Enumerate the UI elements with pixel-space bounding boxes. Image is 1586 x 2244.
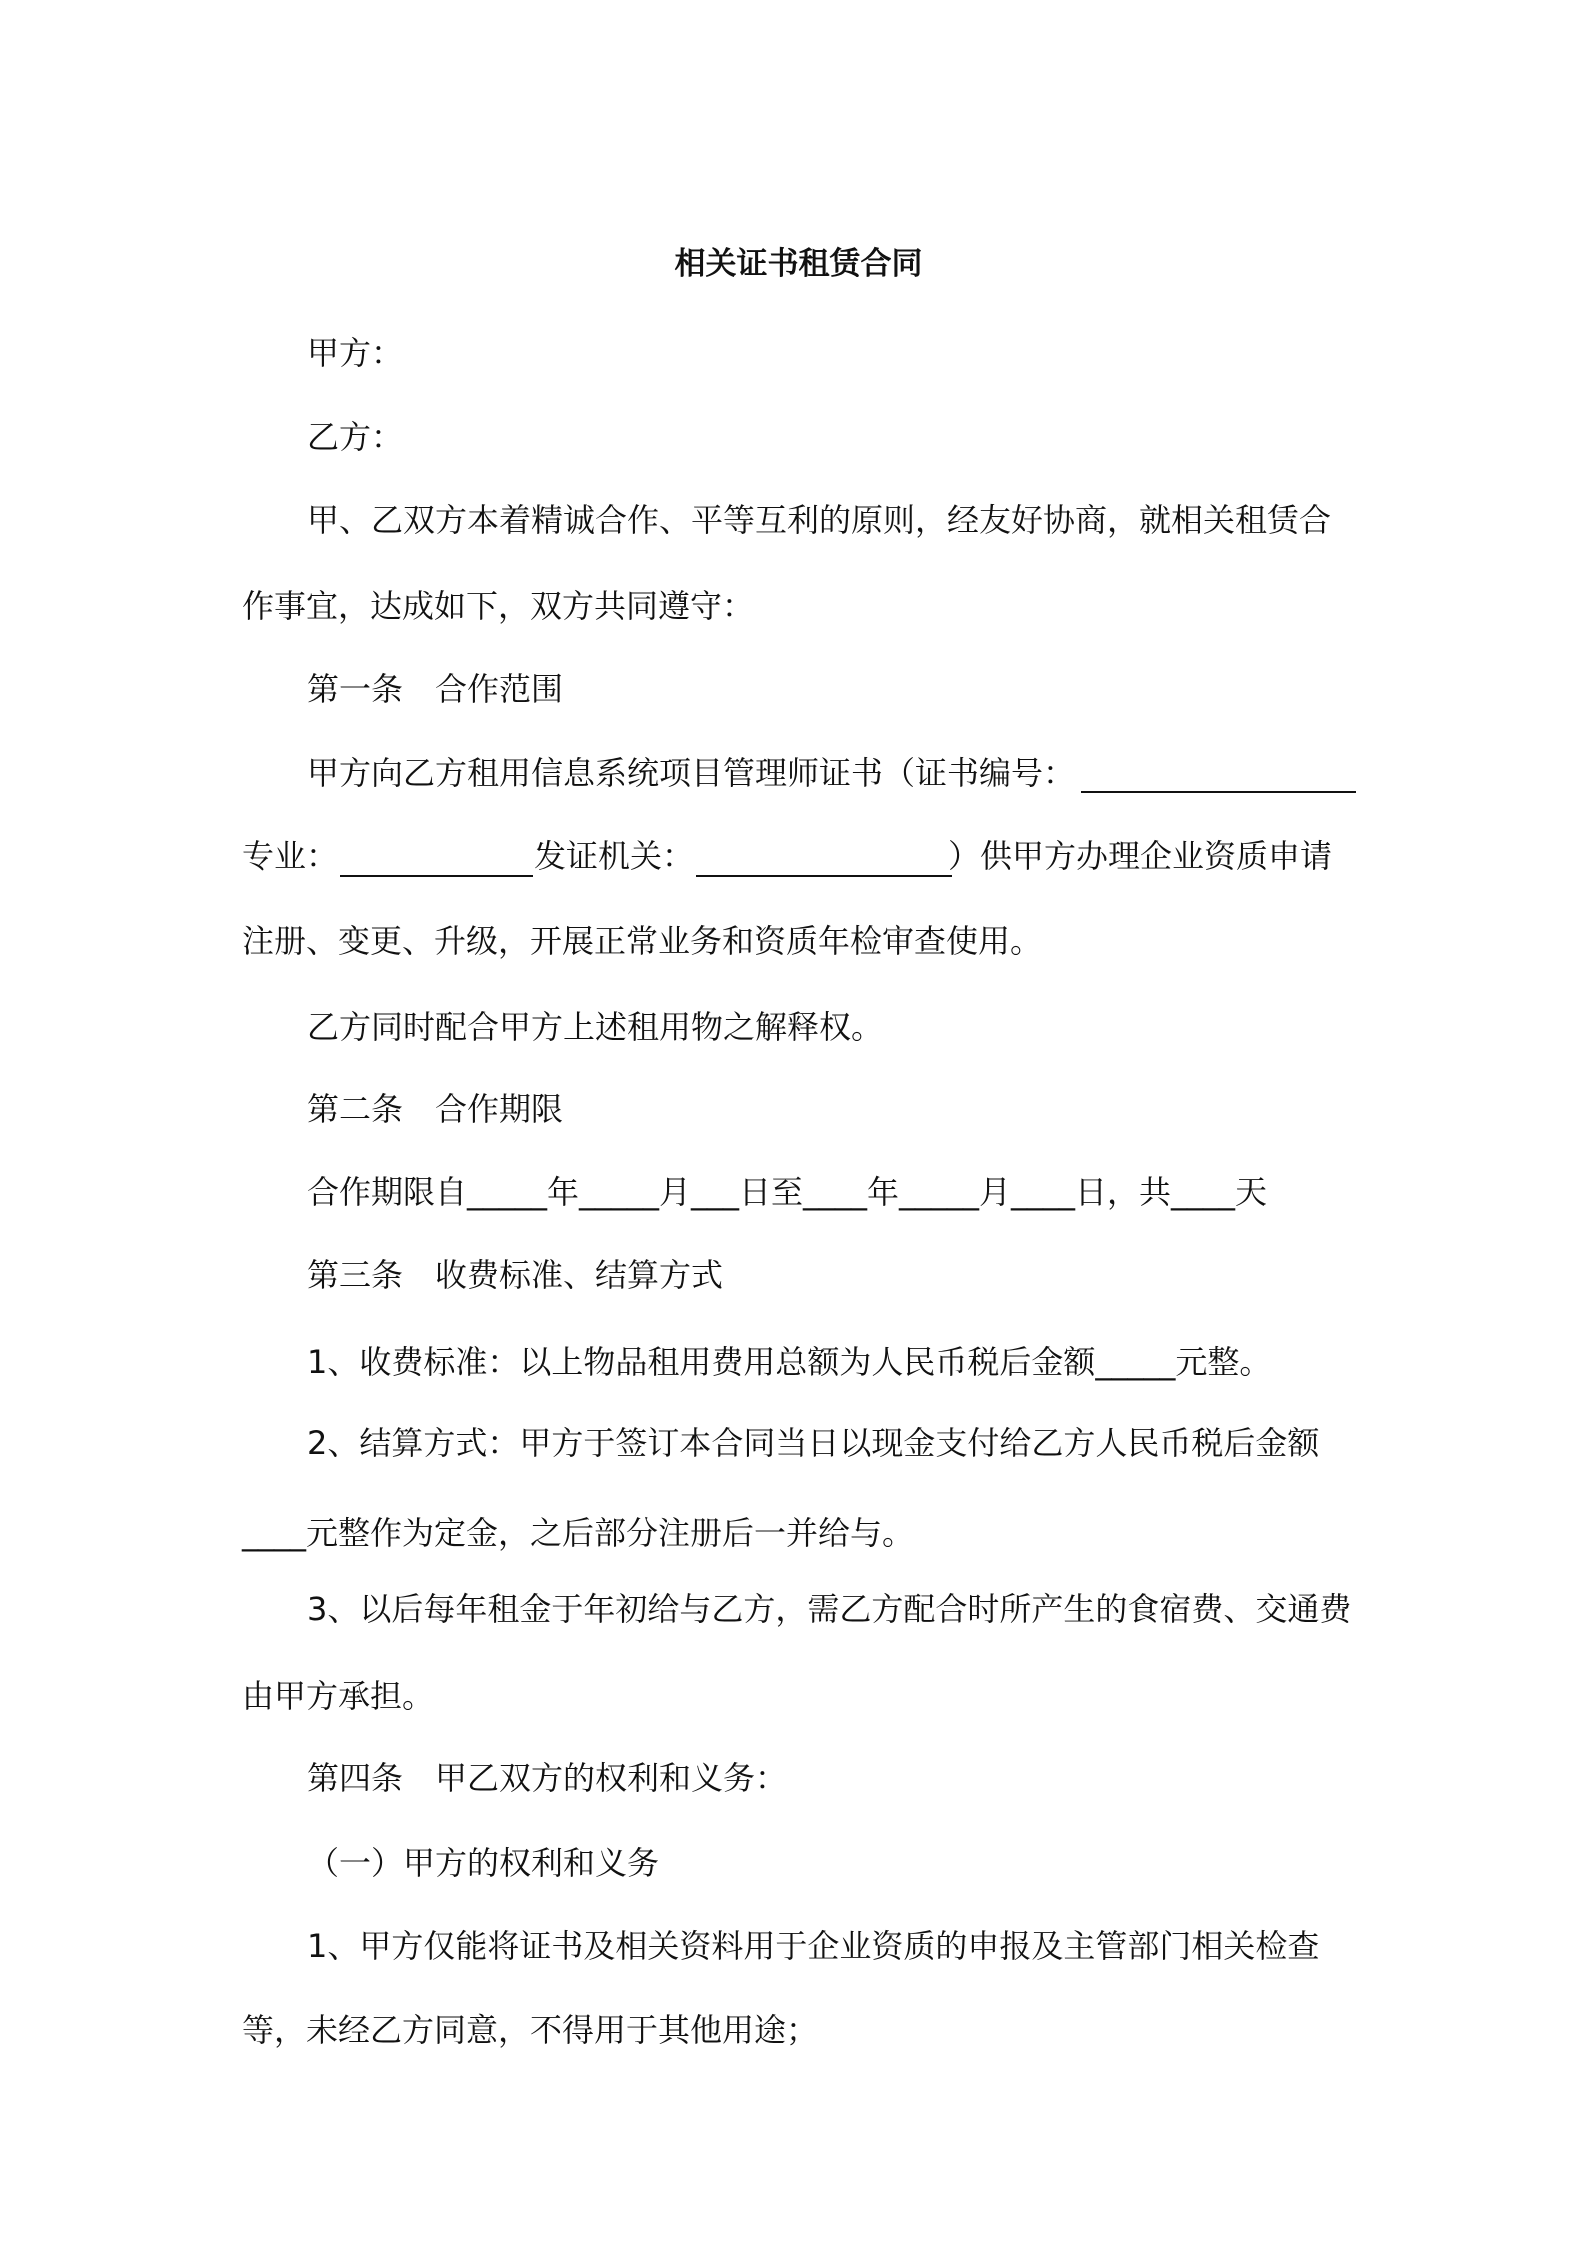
term-line: 合作期限自_____年_____月___日至____年_____月____日，共____天: [307, 1173, 1268, 1211]
document-title: 相关证书租赁合同: [674, 246, 923, 282]
article-1-heading: 第一条 合作范围: [307, 670, 564, 708]
article-2-heading: 第二条 合作期限: [307, 1090, 564, 1128]
article-1-paragraph-line-1: 甲方向乙方租用信息系统项目管理师证书（证书编号：: [307, 754, 1076, 792]
article-1-paragraph-line-3: 注册、变更、升级，开展正常业务和资质年检审查使用。: [242, 922, 1043, 960]
issuer-label: 发证机关：: [534, 837, 695, 875]
preamble-line-1: 甲、乙双方本着精诚合作、平等互利的原则，经友好协商，就相关租赁合: [307, 501, 1332, 539]
preamble-line-2: 作事宜，达成如下，双方共同遵守：: [242, 587, 755, 625]
article-1-paragraph-line-2-tail: ）供甲方办理企业资质申请: [948, 837, 1333, 875]
article-3-heading: 第三条 收费标准、结算方式: [307, 1256, 724, 1294]
party-a-rights-item-1-line-2: 等，未经乙方同意，不得用于其他用途；: [242, 2011, 819, 2049]
party-a-rights-item-1-line-1: 1、甲方仅能将证书及相关资料用于企业资质的申报及主管部门相关检查: [307, 1927, 1320, 1965]
issuer-blank: [696, 875, 952, 877]
annual-rent-item-line-2: 由甲方承担。: [242, 1677, 435, 1715]
certificate-number-blank: [1081, 791, 1356, 793]
annual-rent-item-line-1: 3、以后每年租金于年初给与乙方，需乙方配合时所产生的食宿费、交通费: [307, 1590, 1352, 1628]
party-a-label: 甲方：: [307, 334, 404, 372]
article-4-heading: 第四条 甲乙双方的权利和义务：: [307, 1759, 788, 1797]
fee-standard-item: 1、收费标准：以上物品租用费用总额为人民币税后金额_____元整。: [307, 1343, 1272, 1381]
party-b-label: 乙方：: [307, 418, 404, 456]
article-1-paragraph-2: 乙方同时配合甲方上述租用物之解释权。: [307, 1008, 884, 1046]
settlement-item-line-1: 2、结算方式：甲方于签订本合同当日以现金支付给乙方人民币税后金额: [307, 1424, 1320, 1462]
party-a-rights-heading: （一）甲方的权利和义务: [307, 1844, 660, 1882]
major-label: 专业：: [242, 837, 339, 875]
settlement-item-line-2: ____元整作为定金，之后部分注册后一并给与。: [242, 1514, 915, 1552]
major-blank: [340, 875, 533, 877]
